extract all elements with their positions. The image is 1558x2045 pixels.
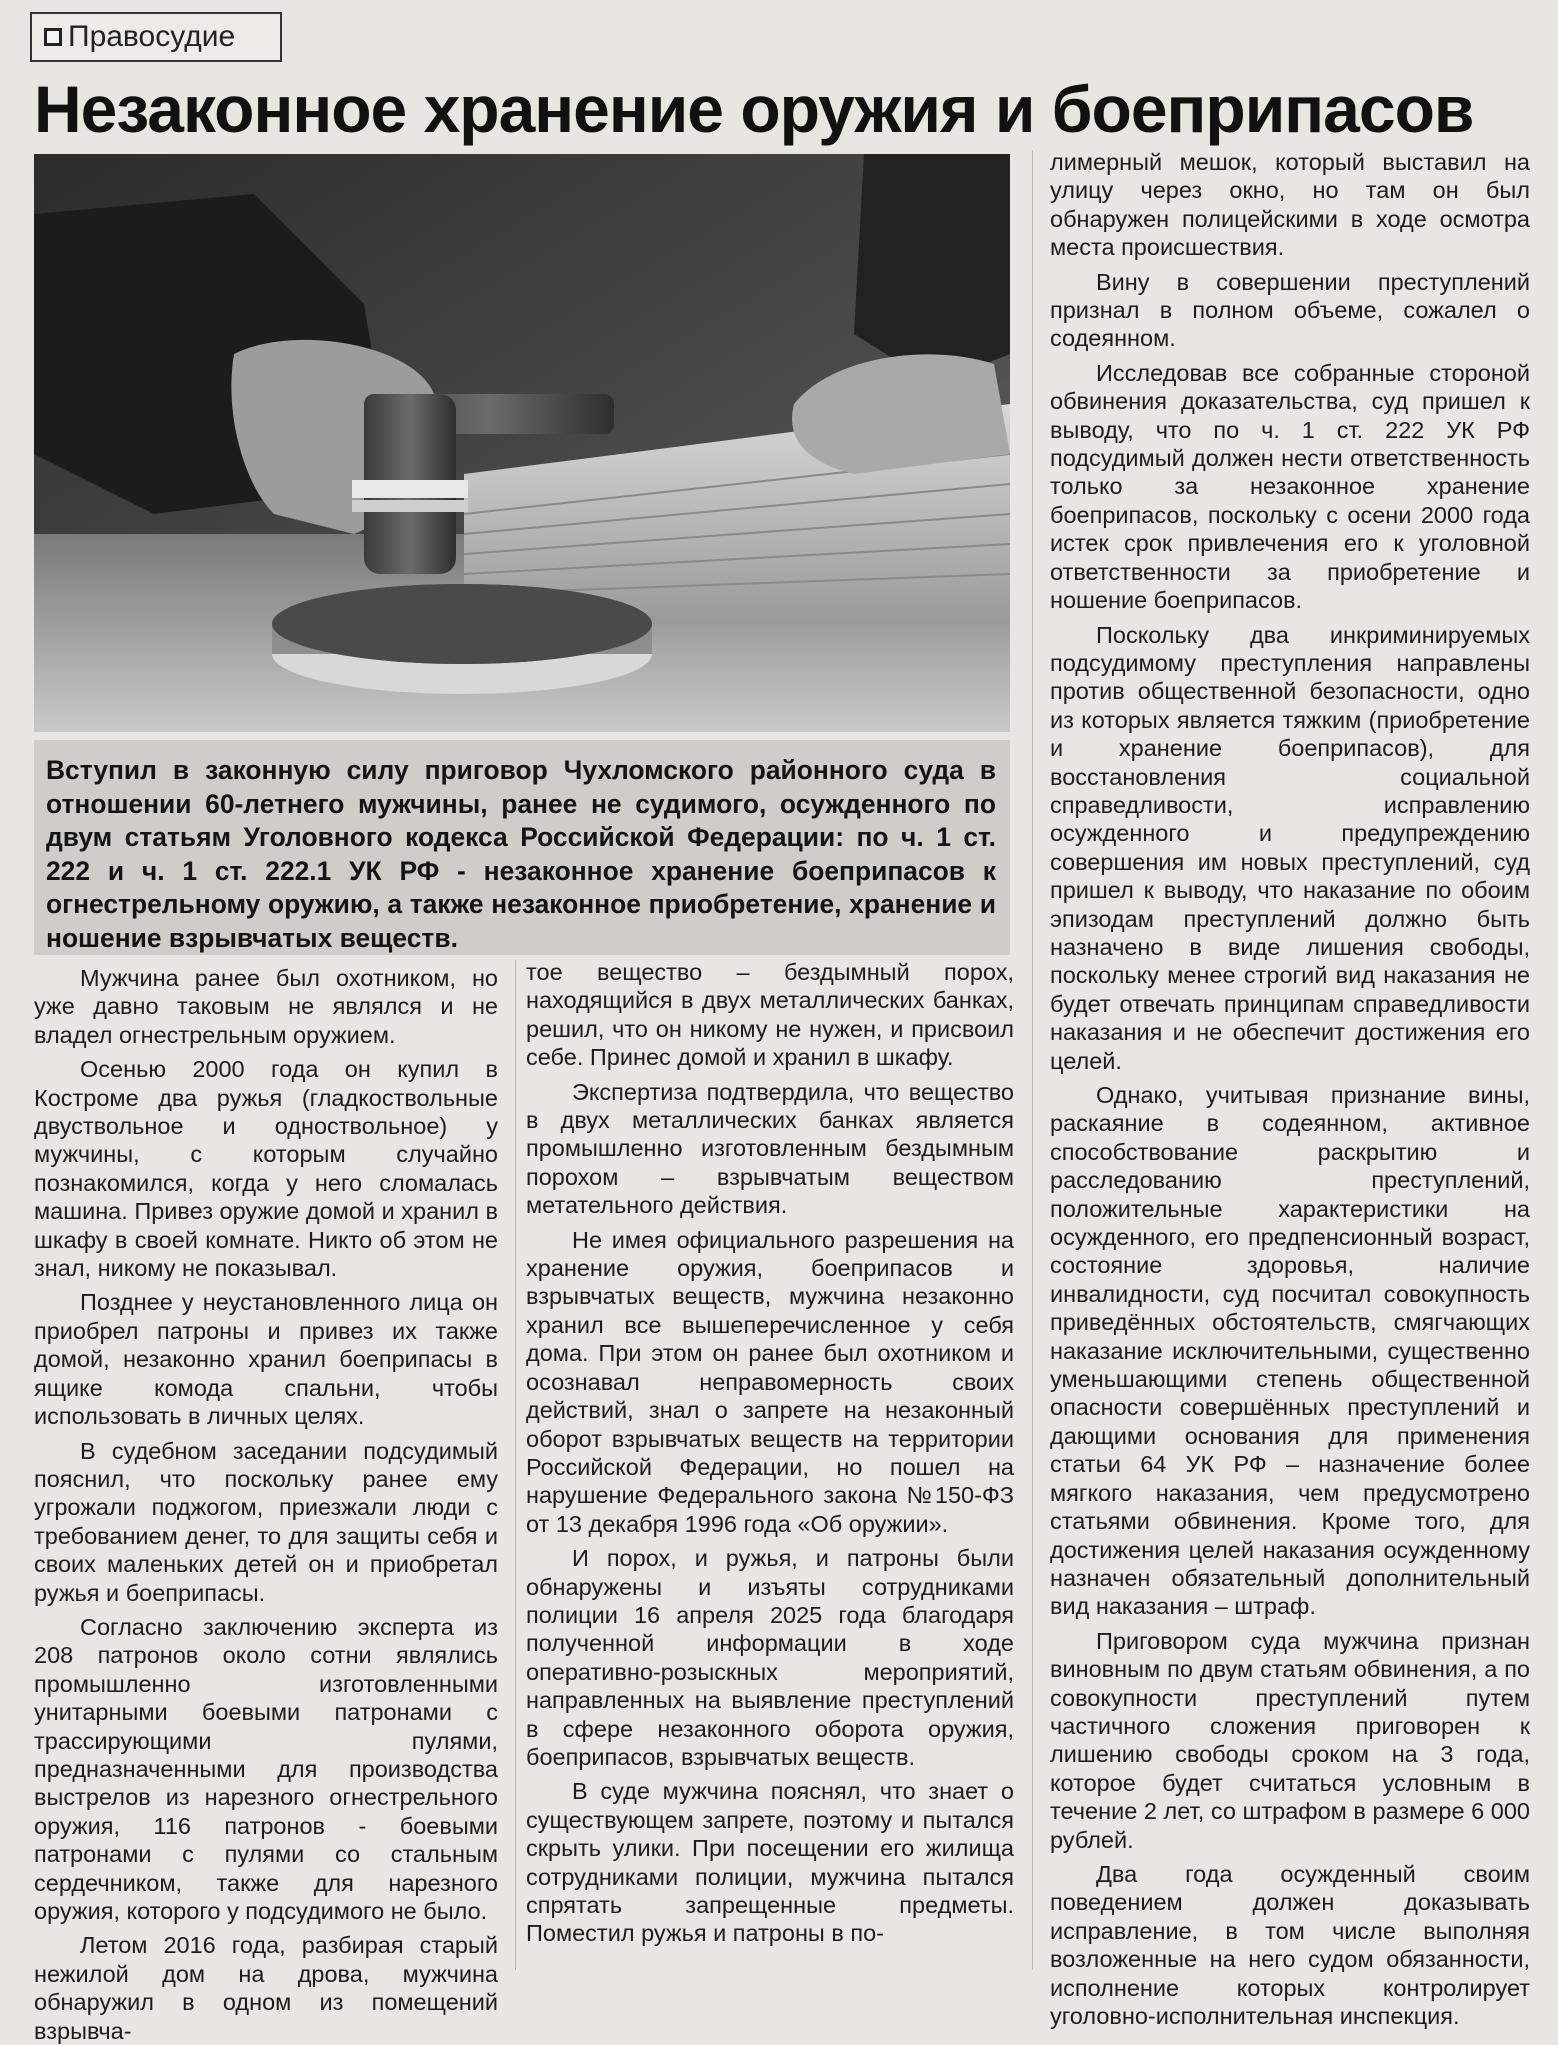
paragraph: Два года осужденный своим поведением должен доказывать исправление, в том числе выполняя возложенные на него судом обязанности, исполнение которых контролирует уголовно-исполнительная инспекция.: [1050, 1860, 1530, 2029]
paragraph: лимерный мешок, который выставил на улицу через окно, но там он был обнаружен полицейскими в ходе осмотра места происшествия.: [1050, 149, 1530, 261]
article-headline: Незаконное хранение оружия и боеприпасов: [34, 72, 1474, 146]
paragraph: Мужчина ранее был охотником, но уже давно таковым не являлся и не владел огнестрельным оружием.: [34, 965, 498, 1048]
rubric-text: Правосудие: [68, 20, 236, 53]
paragraph: Экспертиза подтвердила, что вещество в двух металлических банках является промышленно изготовленным бездымным порохом – взрывчатым веществом метательного действия.: [526, 1078, 1014, 1219]
paragraph: В суде мужчина пояснял, что знает о существующем запрете, поэтому и пытался скрыть улики. При посещении его жилища сотрудниками полиции, мужчина пытался спрятать запрещенные предметы. Поместил ружья и патроны в по-: [526, 1778, 1014, 1947]
column-divider: [1032, 150, 1033, 1970]
rubric-label: [30, 12, 282, 62]
article-column-2: [526, 958, 1014, 1974]
paragraph: Согласно заключению эксперта из 208 патронов около сотни являлись промышленно изготовленными унитарными боевыми патронами с трассирующими пулями, предназначенными для производства выстрелов из нарезного огнестрельного оружия, 116 патронов - боевыми патронами с пулями со стальным сердечником, также для нарезного оружия, которого у подсудимого не было.: [34, 1613, 498, 1924]
paragraph: В судебном заседании подсудимый пояснил, что поскольку ранее ему угрожали поджогом, приезжали люди с требованием денег, то для защиты себя и своих маленьких детей он и приобретал ружья и боеприпасы.: [34, 1437, 498, 1606]
paragraph: Исследовав все собранные стороной обвинения доказательства, суд пришел к выводу, что по ч. 1 ст. 222 УК РФ подсудимый должен нести ответственность только за незаконное хранение боеприпасов, поскольку с осени 2000 года истек срок привлечения его к уголовной ответственности за приобретение и ношение боеприпасов.: [1050, 359, 1530, 614]
paragraph: Позднее у неустановленного лица он приобрел патроны и привез их также домой, незаконно хранил боеприпасы в ящике комода спальни, чтобы использовать в личных целях.: [34, 1289, 498, 1430]
paragraph: Летом 2016 года, разбирая старый нежилой дом на дрова, мужчина обнаружил в одном из помещений взрывча-: [34, 1932, 498, 2044]
column-divider: [515, 960, 516, 1970]
paragraph: Однако, учитывая признание вины, раскаяние в содеянном, активное способствование раскрытию и расследованию преступлений, положительные характеристики на осужденного, его предпенсионный возраст, состояние здоровья, наличие инвалидности, суд посчитал совокупность приведённых обстоятельств, смягчающих наказание исключительными, существенно уменьшающими степень общественной опасности совершённых преступлений и дающими основания для применения статьи 64 УК РФ – назначение более мягкого наказания, чем предусмотрено статьями обвинения. Кроме того, для достижения целей наказания осужденному назначен обязательный дополнительный вид наказания – штраф.: [1050, 1082, 1530, 1620]
paragraph: Вину в совершении преступлений признал в полном объеме, сожалел о содеянном.: [1050, 268, 1530, 352]
checkbox-square-icon: [44, 28, 62, 46]
paragraph: Не имея официального разрешения на хранение оружия, боеприпасов и взрывчатых веществ, мужчина незаконно хранил все вышеперечисленное у себя дома. При этом он ранее был охотником и осознавал неправомерность своих действий, знал о запрете на незаконный оборот взрывчатых веществ на территории Российской Федерации, но пошел на нарушение Федерального закона №150-ФЗ от 13 декабря 1996 года «Об оружии».: [526, 1226, 1014, 1537]
paragraph: Поскольку два инкриминируемых подсудимому преступления направлены против общественной безопасности, одно из которых является тяжким (приобретение и хранение боеприпасов), для восстановления социальной справедливости, исправлению осужденного и предупреждению совершения им новых преступлений, суд пришел к выводу, что наказание по обоим эпизодам преступлений должно быть назначено в виде лишения свободы, поскольку менее строгий вид наказания не будет отвечать принципам справедливости наказания и не обеспечит достижения его целей.: [1050, 621, 1530, 1074]
paragraph: Приговором суда мужчина признан виновным по двум статьям обвинения, а по совокупности преступлений путем частичного сложения приговорен к лишению свободы сроком на 3 года, которое будет считаться условным в течение 2 лет, со штрафом в размере 6 000 рублей.: [1050, 1627, 1530, 1853]
article-lead: Вступил в законную силу приговор Чухломского районного суда в отношении 60-летнего мужчины, ранее не судимого, осужденного по двум статьям Уголовного кодекса Российской Федерации: по ч. 1 ст. 222 и ч. 1 ст. 222.1 УК РФ - незаконное хранение боеприпасов к огнестрельному оружию, а также незаконное приобретение, хранение и ношение взрывчатых веществ.: [34, 740, 1010, 955]
article-column-3: [1050, 148, 1530, 2029]
paragraph: И порох, и ружья, и патроны были обнаружены и изъяты сотрудниками полиции 16 апреля 2025 года благодаря полученной информации в ходе оперативно-розыскных мероприятий, направленных на выявление преступлений в сфере незаконного оборота оружия, боеприпасов, взрывчатых веществ.: [526, 1545, 1014, 1770]
article-photo: [34, 154, 1010, 732]
paragraph: тое вещество – бездымный порох, находящийся в двух металлических банках, решил, что он никому не нужен, и присвоил себе. Принес домой и хранил в шкафу.: [526, 959, 1014, 1071]
paragraph: Осенью 2000 года он купил в Костроме два ружья (гладкоствольные двуствольное и одноствольное) у мужчины, с которым случайно познакомился, когда у него сломалась машина. Привез оружие домой и хранил в шкафу в своей комнате. Никто об этом не знал, никому не показывал.: [34, 1056, 498, 1282]
article-column-1: [34, 964, 498, 2044]
